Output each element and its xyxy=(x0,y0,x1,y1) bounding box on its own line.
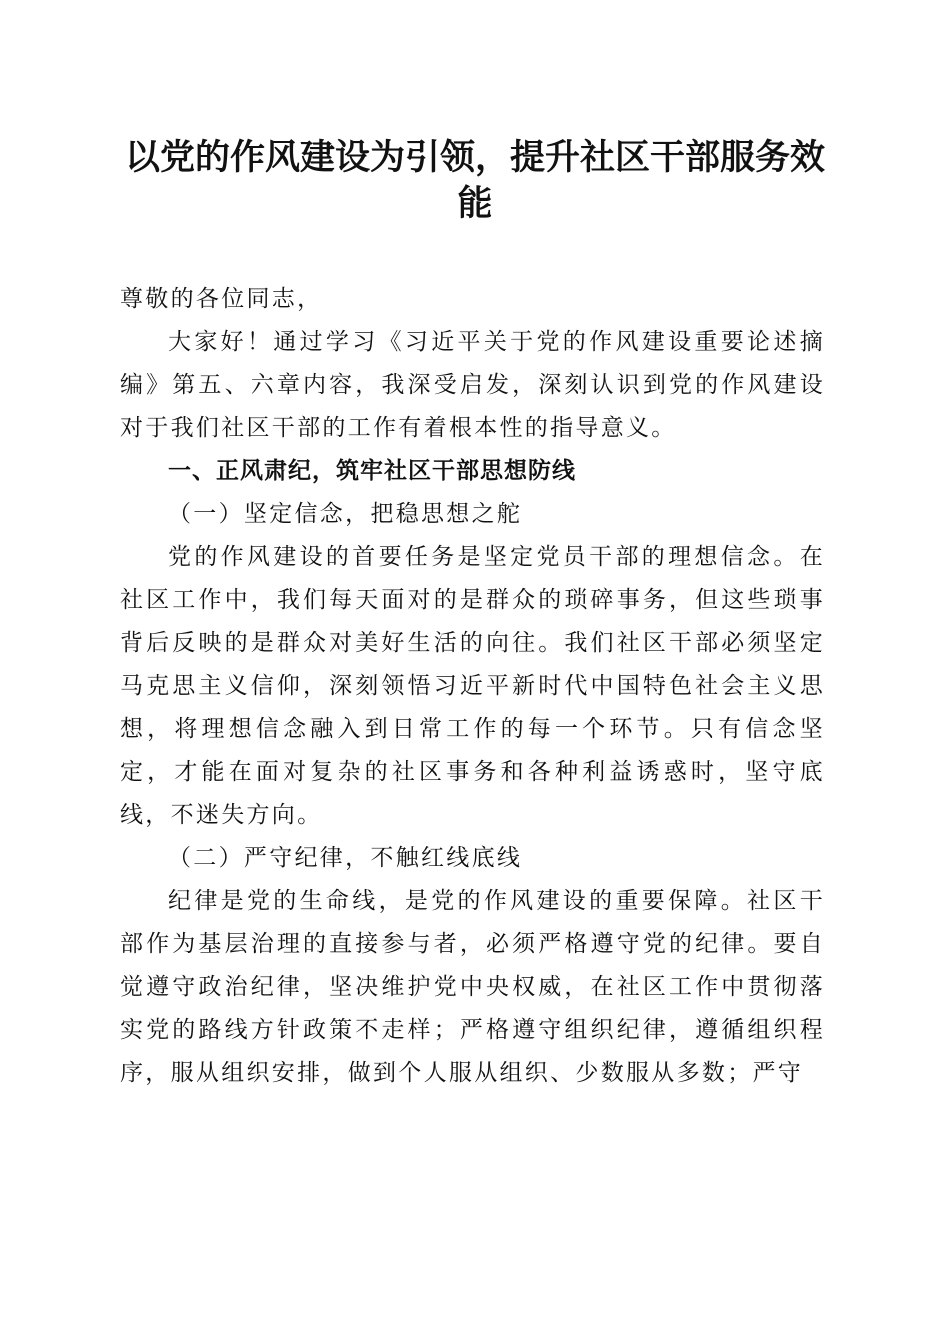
intro-paragraph: 大家好！通过学习《习近平关于党的作风建设重要论述摘编》第五、六章内容，我深受启发，深刻认识到党的作风建设对于我们社区干部的工作有着根本性的指导意义。 xyxy=(120,329,825,441)
document-title: 以党的作风建设为引领，提升社区干部服务效能 xyxy=(124,137,825,224)
subsection-1-paragraph: 党的作风建设的首要任务是坚定党员干部的理想信念。在社区工作中，我们每天面对的是群众的琐碎事务，但这些琐事背后反映的是群众对美好生活的向往。我们社区干部必须坚定马克思主义信仰，深刻领悟习近平新时代中国特色社会主义思想，将理想信念融入到日常工作的每一个环节。只有信念坚定，才能在面对复杂的社区事务和各种利益诱惑时，坚守底线，不迷失方向。 xyxy=(120,544,825,828)
document-body xyxy=(120,278,825,1095)
salutation: 尊敬的各位同志， xyxy=(120,286,323,312)
subsection-2-paragraph: 纪律是党的生命线，是党的作风建设的重要保障。社区干部作为基层治理的直接参与者，必须严格遵守党的纪律。要自觉遵守政治纪律，坚决维护党中央权威，在社区工作中贯彻落实党的路线方针政策不走样；严格遵守组织纪律，遵循组织程序，服从组织安排，做到个人服从组织、少数服从多数；严守 xyxy=(120,888,825,1086)
subsection-heading-2: （二）严守纪律，不触红线底线 xyxy=(168,845,523,871)
section-heading-1: 一、正风肃纪，筑牢社区干部思想防线 xyxy=(168,458,576,484)
subsection-heading-1: （一）坚定信念，把稳思想之舵 xyxy=(168,501,523,527)
